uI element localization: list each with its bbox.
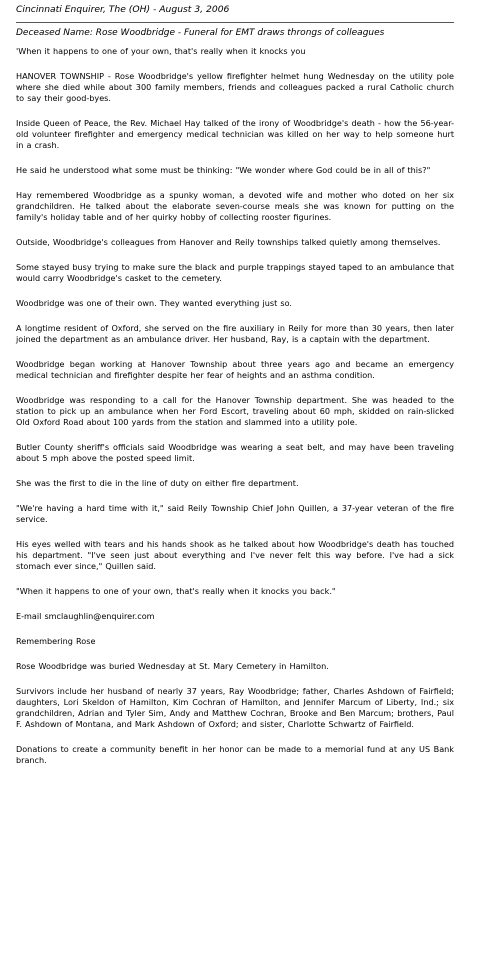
article-paragraph: "We're having a hard time with it," said Reily Township Chief John Quillen, a 37-year veteran of the fire service. [16,503,454,524]
article-paragraph: Inside Queen of Peace, the Rev. Michael Hay talked of the irony of Woodbridge's death - how the 56-year-old volunteer firefighter and emergency medical technician was killed on her way to help someone hurt in a crash. [16,118,454,150]
deceased-headline: Deceased Name: Rose Woodbridge - Funeral for EMT draws throngs of colleagues [16,28,385,38]
article-paragraph: Woodbridge was responding to a call for the Hanover Township department. She was headed to the station to pick up an ambulance when her Ford Escort, traveling about 60 mph, skidded on rain-slicked Old Oxford Road about 100 yards from the station and slammed into a utility pole. [16,395,454,427]
article-paragraph: Some stayed busy trying to make sure the black and purple trappings stayed taped to an ambulance that would carry Woodbridge's casket to the cemetery. [16,262,454,283]
article-paragraph: HANOVER TOWNSHIP - Rose Woodbridge's yellow firefighter helmet hung Wednesday on the utility pole where she died while about 300 family members, friends and colleagues packed a rural Catholic church to say their good-byes. [16,71,454,103]
article-paragraph: He said he understood what some must be thinking: "We wonder where God could be in all of this?" [16,165,431,175]
article-paragraph: Donations to create a community benefit in her honor can be made to a memorial fund at any US Bank branch. [16,744,454,765]
article-paragraph: Woodbridge began working at Hanover Township about three years ago and became an emergency medical technician and firefighter despite her fear of heights and an asthma condition. [16,359,454,380]
article-body [16,46,454,766]
obituary-page [16,4,454,780]
section-heading-remembering-rose: Remembering Rose [16,636,96,646]
article-paragraph: Woodbridge was one of their own. They wanted everything just so. [16,298,292,308]
header-divider [16,22,454,23]
article-paragraph: His eyes welled with tears and his hands shook as he talked about how Woodbridge's death has touched his department. "I've seen just about everything and I've never felt this way before. I've had a sick stomach ever since," Quillen said. [16,539,454,571]
article-paragraph: Rose Woodbridge was buried Wednesday at St. Mary Cemetery in Hamilton. [16,661,329,671]
article-paragraph: 'When it happens to one of your own, that's really when it knocks you [16,46,306,56]
article-paragraph: A longtime resident of Oxford, she served on the fire auxiliary in Reily for more than 30 years, then later joined the department as an ambulance driver. Her husband, Ray, is a captain with the department. [16,323,454,344]
article-paragraph: "When it happens to one of your own, that's really when it knocks you back." [16,586,336,596]
article-paragraph: Survivors include her husband of nearly 37 years, Ray Woodbridge; father, Charles Ashdown of Fairfield; daughters, Lori Skeldon of Hamilton, Kim Cochran of Hamilton, and Jennifer Marcum of Liberty, Ind.; six grandchildren, Adrian and Tyler Sim, Andy and Matthew Cochran, Brooke and Ben Marcum; brothers, Paul F. Ashdown of Montana, and Mark Ashdown of Oxford; and sister, Charlotte Schwartz of Fairfield. [16,686,454,729]
source-header: Cincinnati Enquirer, The (OH) - August 3, 2006 [16,4,230,15]
article-paragraph: Outside, Woodbridge's colleagues from Hanover and Reily townships talked quietly among themselves. [16,237,441,247]
article-paragraph: She was the first to die in the line of duty on either fire department. [16,478,299,488]
contact-email: E-mail smclaughlin@enquirer.com [16,611,155,621]
article-paragraph: Butler County sheriff's officials said Woodbridge was wearing a seat belt, and may have been traveling about 5 mph above the posted speed limit. [16,442,454,463]
article-paragraph: Hay remembered Woodbridge as a spunky woman, a devoted wife and mother who doted on her six grandchildren. He talked about the elaborate seven-course meals she was known for putting on the family's holiday table and of her quirky hobby of collecting rooster figurines. [16,190,454,222]
